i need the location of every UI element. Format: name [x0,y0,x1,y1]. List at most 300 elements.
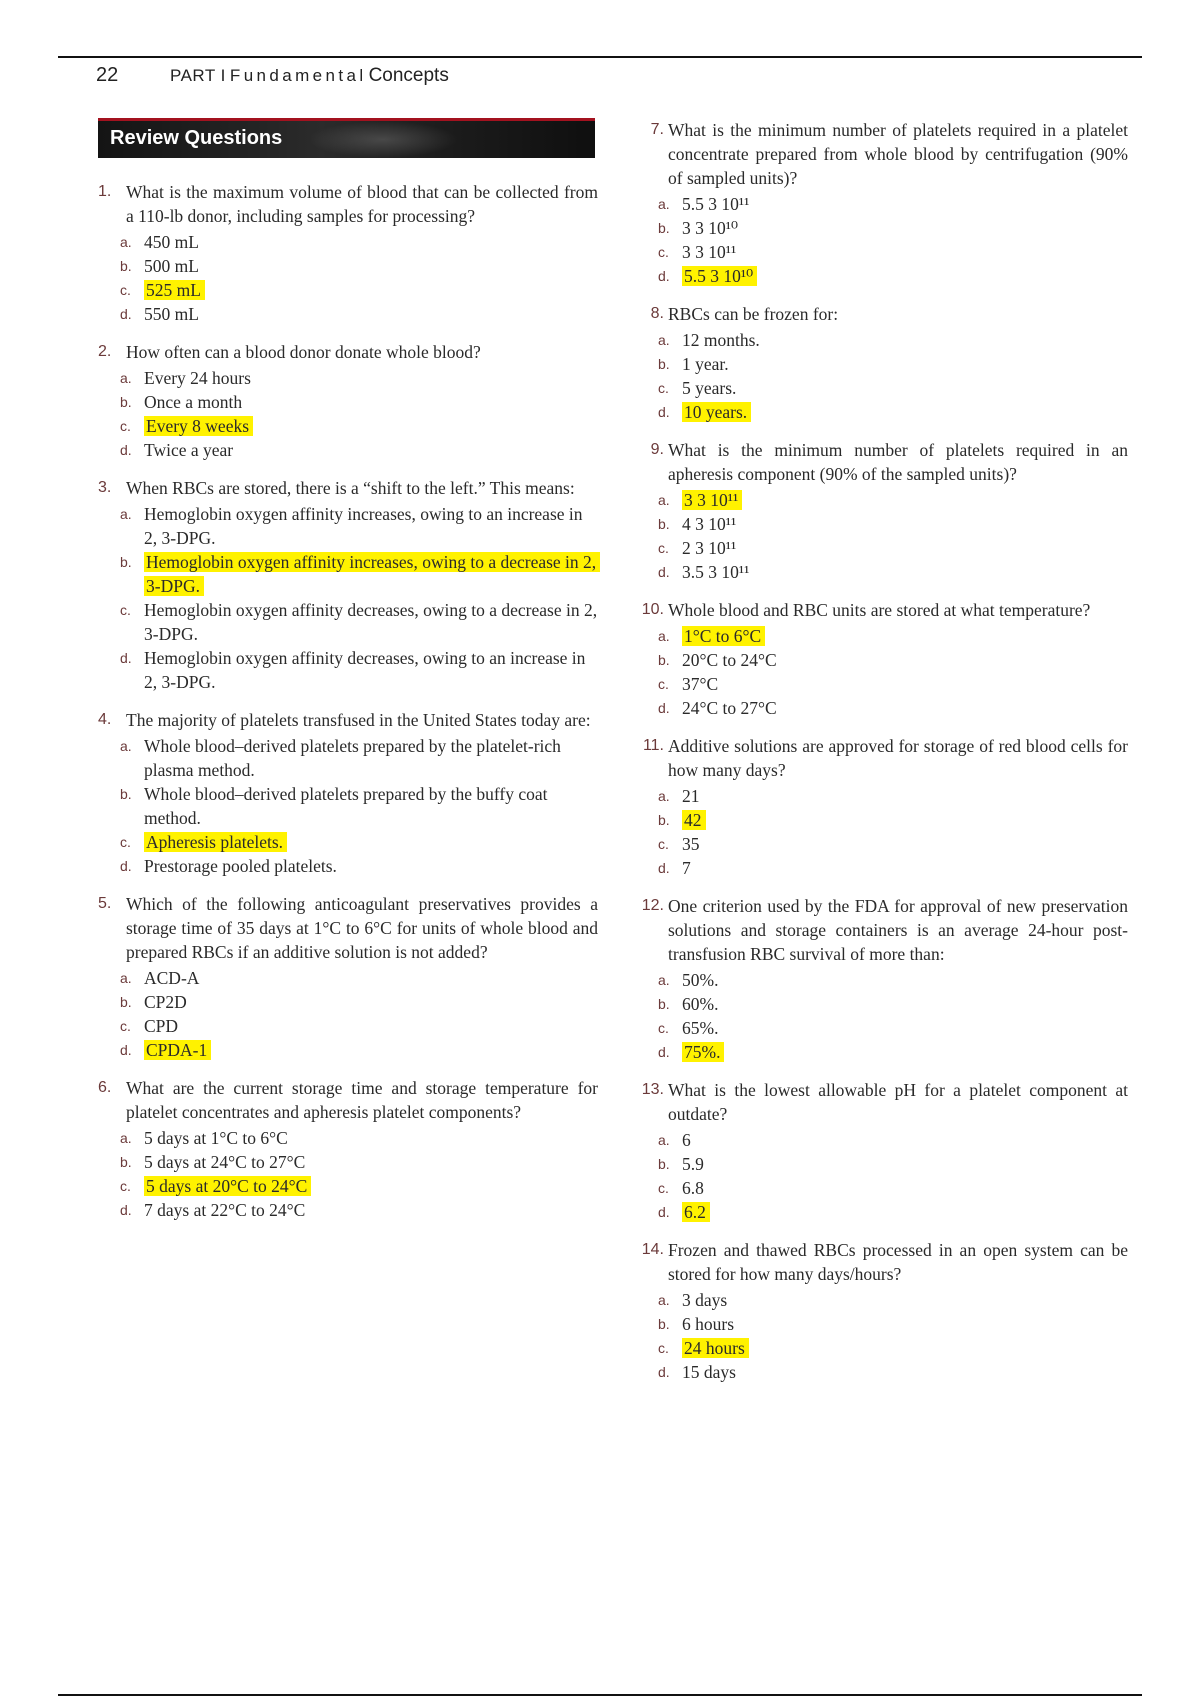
answer-option [120,414,598,438]
highlighted-answer: 3 3 10¹¹ [682,490,742,510]
answer-option [658,832,1128,856]
option-letter: b. [120,554,132,570]
option-label: 5.5 3 10¹¹ [682,194,750,214]
question-6 [98,1076,598,1222]
question-stem [98,180,598,228]
question-text: Frozen and thawed RBCs processed in an open system can be stored for how many days/hours? [668,1240,1128,1284]
option-text [682,1040,1128,1064]
highlighted-answer: 24 hours [682,1338,749,1358]
option-letter: c. [120,834,131,850]
option-text [682,352,1128,376]
option-label: 3 3 10¹¹ [682,242,737,262]
option-text [144,854,598,878]
option-letter: a. [658,196,670,212]
option-text [682,784,1128,808]
option-text [682,808,1128,832]
highlighted-answer: 5.5 3 10¹⁰ [682,266,757,286]
option-letter: c. [658,1020,669,1036]
highlighted-answer: Hemoglobin oxygen affinity increases, owing to a decrease in 2, 3-DPG. [144,552,600,596]
banner-title: Review Questions [110,127,283,149]
option-label: 20°C to 24°C [682,650,777,670]
option-label: Hemoglobin oxygen affinity decreases, owing to a decrease in 2, 3-DPG. [144,600,598,644]
option-label: Hemoglobin oxygen affinity decreases, owing to an increase in 2, 3-DPG. [144,648,586,692]
answer-option [120,502,598,550]
option-letter: c. [658,836,669,852]
option-letter: d. [658,1044,670,1060]
question-text: One criterion used by the FDA for approval of new preservation solutions and storage containers is an average 24-hour post-transfusion RBC survival of more than: [668,896,1128,964]
option-text [144,734,598,782]
answer-option [658,1176,1128,1200]
answer-option [120,1126,598,1150]
answer-option [120,230,598,254]
option-letter: c. [120,602,131,618]
option-letter: d. [120,442,132,458]
answer-option [658,648,1128,672]
review-questions-banner [98,118,595,158]
answer-option [658,784,1128,808]
option-letter: c. [120,418,131,434]
highlighted-answer: 75%. [682,1042,724,1062]
option-label: 4 3 10¹¹ [682,514,737,534]
option-text [682,1200,1128,1224]
option-letter: b. [658,1156,670,1172]
answer-options [630,624,1128,720]
option-label: 3.5 3 10¹¹ [682,562,750,582]
option-letter: b. [120,394,132,410]
highlighted-answer: 10 years. [682,402,751,422]
option-label: Once a month [144,392,243,412]
option-letter: b. [120,1154,132,1170]
question-14 [630,1238,1128,1384]
answer-options [98,966,598,1062]
option-letter: c. [658,380,669,396]
highlighted-answer: 5 days at 20°C to 24°C [144,1176,311,1196]
option-letter: a. [120,1130,132,1146]
option-label: 24°C to 27°C [682,698,777,718]
option-text [144,1150,598,1174]
option-text [144,646,598,694]
option-letter: a. [120,370,132,386]
question-stem [630,598,1128,622]
question-number: 12. [641,897,664,914]
question-stem [630,118,1128,190]
answer-option [658,400,1128,424]
option-letter: b. [658,996,670,1012]
question-stem [630,438,1128,486]
answer-option [120,854,598,878]
answer-option [658,1200,1128,1224]
running-head [96,64,449,92]
answer-option [658,1312,1128,1336]
option-text [682,832,1128,856]
question-number: 8. [650,305,664,322]
answer-option [658,672,1128,696]
question-10 [630,598,1128,720]
highlighted-answer: Apheresis platelets. [144,832,287,852]
option-text [144,1038,598,1062]
question-number: 11. [642,737,664,754]
option-text [682,1176,1128,1200]
option-letter: d. [658,268,670,284]
option-label: CPD [144,1016,179,1036]
option-label: 5.9 [682,1154,704,1174]
question-list-left [98,180,598,1222]
answer-option [120,830,598,854]
option-letter: a. [658,332,670,348]
question-number: 7. [650,121,664,138]
option-text [682,376,1128,400]
answer-option [658,376,1128,400]
question-stem [630,1238,1128,1286]
option-label: 21 [682,786,700,806]
option-text [144,278,598,302]
option-label: 6 [682,1130,691,1150]
option-text [144,1174,598,1198]
question-1 [98,180,598,326]
answer-option [658,560,1128,584]
question-text: RBCs can be frozen for: [668,304,839,324]
option-letter: a. [120,234,132,250]
answer-option [658,1288,1128,1312]
option-text [682,488,1128,512]
option-letter: d. [120,650,132,666]
option-text [682,1312,1128,1336]
answer-option [658,536,1128,560]
option-label: 500 mL [144,256,199,276]
option-label: 5 days at 1°C to 6°C [144,1128,288,1148]
question-2 [98,340,598,462]
option-letter: d. [658,860,670,876]
answer-option [120,1150,598,1174]
option-text [682,1128,1128,1152]
option-text [144,302,598,326]
question-11 [630,734,1128,880]
answer-option [658,808,1128,832]
answer-option [658,512,1128,536]
option-text [144,1126,598,1150]
option-label: 1 year. [682,354,729,374]
option-label: Every 24 hours [144,368,251,388]
option-text [144,830,598,854]
question-stem [98,1076,598,1124]
question-number: 9. [650,441,664,458]
question-5 [98,892,598,1062]
option-text [682,240,1128,264]
answer-option [658,488,1128,512]
option-text [144,598,598,646]
option-text [682,192,1128,216]
option-label: Whole blood–derived platelets prepared by the platelet-rich plasma method. [144,736,561,780]
option-letter: a. [120,506,132,522]
option-label: 2 3 10¹¹ [682,538,737,558]
option-text [682,648,1128,672]
option-letter: b. [658,652,670,668]
question-text: The majority of platelets transfused in the United States today are: [126,710,591,730]
right-column [630,118,1128,1398]
answer-option [658,1016,1128,1040]
option-text [144,782,598,830]
answer-options [98,366,598,462]
answer-options [630,192,1128,288]
answer-option [658,216,1128,240]
answer-option [120,438,598,462]
question-text: Whole blood and RBC units are stored at what temperature? [668,600,1091,620]
question-text: What is the minimum number of platelets required in an apheresis component (90% of the sampled units)? [668,440,1128,484]
option-letter: c. [658,540,669,556]
option-letter: d. [658,700,670,716]
bottom-rule [58,1694,1142,1696]
answer-option [120,366,598,390]
answer-option [658,968,1128,992]
highlighted-answer: Every 8 weeks [144,416,253,436]
option-letter: a. [120,970,132,986]
option-text [682,968,1128,992]
answer-option [120,598,598,646]
option-label: 5 years. [682,378,737,398]
option-label: Twice a year [144,440,234,460]
answer-options [630,1128,1128,1224]
answer-option [120,1174,598,1198]
question-text: Which of the following anticoagulant preservatives provides a storage time of 35 days at 1°C to 6°C for units of whole blood and prepared RBCs if an additive solution is not added? [126,894,598,962]
option-letter: b. [658,516,670,532]
option-letter: a. [658,972,670,988]
option-letter: d. [658,1364,670,1380]
question-text: What is the maximum volume of blood that can be collected from a 110-lb donor, including samples for processing? [126,182,598,226]
highlighted-answer: CPDA-1 [144,1040,211,1060]
question-4 [98,708,598,878]
question-stem [98,340,598,364]
answer-option [120,734,598,782]
answer-option [658,696,1128,720]
answer-option [120,646,598,694]
option-label: 5 days at 24°C to 27°C [144,1152,306,1172]
answer-option [658,328,1128,352]
option-text [144,390,598,414]
question-number: 2. [98,343,112,360]
option-text [144,966,598,990]
option-text [682,856,1128,880]
answer-option [658,1336,1128,1360]
option-letter: b. [658,220,670,236]
answer-options [630,784,1128,880]
answer-option [120,1038,598,1062]
answer-option [658,992,1128,1016]
question-number: 3. [98,479,112,496]
option-label: 7 days at 22°C to 24°C [144,1200,306,1220]
option-text [144,1014,598,1038]
option-letter: a. [658,628,670,644]
option-label: 450 mL [144,232,199,252]
option-label: 65%. [682,1018,719,1038]
question-stem [630,734,1128,782]
answer-option [120,390,598,414]
answer-options [630,328,1128,424]
option-letter: d. [658,404,670,420]
option-letter: c. [120,1018,131,1034]
question-12 [630,894,1128,1064]
answer-option [658,1128,1128,1152]
answer-option [120,278,598,302]
question-number: 1. [98,183,112,200]
question-number: 14. [641,1241,664,1258]
option-label: 12 months. [682,330,760,350]
answer-option [658,624,1128,648]
option-text [682,624,1128,648]
option-label: 550 mL [144,304,199,324]
option-text [682,512,1128,536]
question-number: 5. [98,895,112,912]
question-list-right [630,118,1128,1384]
answer-option [658,856,1128,880]
option-letter: b. [120,786,132,802]
option-text [144,502,598,550]
question-text: What are the current storage time and storage temperature for platelet concentrates and apheresis platelet components? [126,1078,598,1122]
option-text [682,1152,1128,1176]
option-text [682,696,1128,720]
answer-option [658,192,1128,216]
option-text [682,400,1128,424]
answer-options [98,230,598,326]
highlighted-answer: 1°C to 6°C [682,626,765,646]
option-label: CP2D [144,992,187,1012]
option-text [144,254,598,278]
answer-option [120,782,598,830]
option-text [144,230,598,254]
top-rule [58,56,1142,58]
question-stem [98,892,598,964]
option-letter: b. [658,1316,670,1332]
answer-options [98,1126,598,1222]
answer-option [120,1014,598,1038]
question-text: Additive solutions are approved for storage of red blood cells for how many days? [668,736,1128,780]
option-letter: b. [658,356,670,372]
option-label: 3 3 10¹⁰ [682,218,739,238]
answer-options [98,502,598,694]
answer-option [658,240,1128,264]
option-letter: a. [658,492,670,508]
question-stem [630,1078,1128,1126]
question-8 [630,302,1128,424]
option-label: 3 days [682,1290,728,1310]
option-text [144,438,598,462]
option-text [144,550,598,598]
option-label: 7 [682,858,691,878]
answer-options [630,1288,1128,1384]
part-word: Fundamental [229,66,367,85]
option-letter: d. [120,306,132,322]
option-label: Hemoglobin oxygen affinity increases, owing to an increase in 2, 3-DPG. [144,504,583,548]
option-text [682,536,1128,560]
option-letter: c. [658,1180,669,1196]
option-letter: c. [120,282,131,298]
highlighted-answer: 6.2 [682,1202,710,1222]
question-text: What is the minimum number of platelets required in a platelet concentrate prepared from whole blood by centrifugation (90% of sampled units)? [668,120,1128,188]
answer-option [120,254,598,278]
answer-option [658,1152,1128,1176]
option-letter: d. [658,1204,670,1220]
option-letter: b. [658,812,670,828]
question-number: 10. [641,601,664,618]
option-letter: c. [120,1178,131,1194]
question-9 [630,438,1128,584]
option-letter: a. [658,1292,670,1308]
option-letter: c. [658,1340,669,1356]
answer-options [630,488,1128,584]
answer-option [120,966,598,990]
question-stem [98,708,598,732]
option-text [682,216,1128,240]
question-text: When RBCs are stored, there is a “shift to the left.” This means: [126,478,575,498]
option-text [682,672,1128,696]
answer-option [120,550,598,598]
question-7 [630,118,1128,288]
section-title: Concepts [368,65,449,86]
option-label: Whole blood–derived platelets prepared by the buffy coat method. [144,784,548,828]
answer-option [658,1360,1128,1384]
option-text [682,1360,1128,1384]
option-text [144,366,598,390]
option-label: Prestorage pooled platelets. [144,856,337,876]
question-stem [98,476,598,500]
option-label: 50%. [682,970,719,990]
answer-option [658,352,1128,376]
question-13 [630,1078,1128,1224]
option-letter: c. [658,244,669,260]
question-stem [630,302,1128,326]
answer-option [658,1040,1128,1064]
option-text [682,992,1128,1016]
option-text [682,560,1128,584]
option-text [144,990,598,1014]
question-text: How often can a blood donor donate whole blood? [126,342,481,362]
option-letter: d. [658,564,670,580]
page-number: 22 [96,64,119,86]
option-letter: a. [658,788,670,804]
answer-options [98,734,598,878]
answer-option [120,990,598,1014]
option-text [682,1288,1128,1312]
left-column [98,118,598,1236]
answer-option [658,264,1128,288]
option-text [682,1336,1128,1360]
option-letter: d. [120,1202,132,1218]
option-label: 35 [682,834,700,854]
option-text [682,1016,1128,1040]
highlighted-answer: 525 mL [144,280,205,300]
option-letter: c. [658,676,669,692]
option-letter: a. [120,738,132,754]
option-label: 37°C [682,674,719,694]
option-letter: b. [120,258,132,274]
option-text [144,1198,598,1222]
option-text [682,264,1128,288]
answer-option [120,302,598,326]
option-letter: d. [120,1042,132,1058]
question-3 [98,476,598,694]
option-text [682,328,1128,352]
question-number: 6. [98,1079,112,1096]
option-label: 15 days [682,1362,736,1382]
option-label: 60%. [682,994,719,1014]
option-letter: a. [658,1132,670,1148]
question-stem [630,894,1128,966]
highlighted-answer: 42 [682,810,706,830]
option-letter: d. [120,858,132,874]
option-label: ACD-A [144,968,200,988]
option-label: 6.8 [682,1178,704,1198]
part-label: PART I [170,66,226,85]
question-number: 13. [641,1081,664,1098]
